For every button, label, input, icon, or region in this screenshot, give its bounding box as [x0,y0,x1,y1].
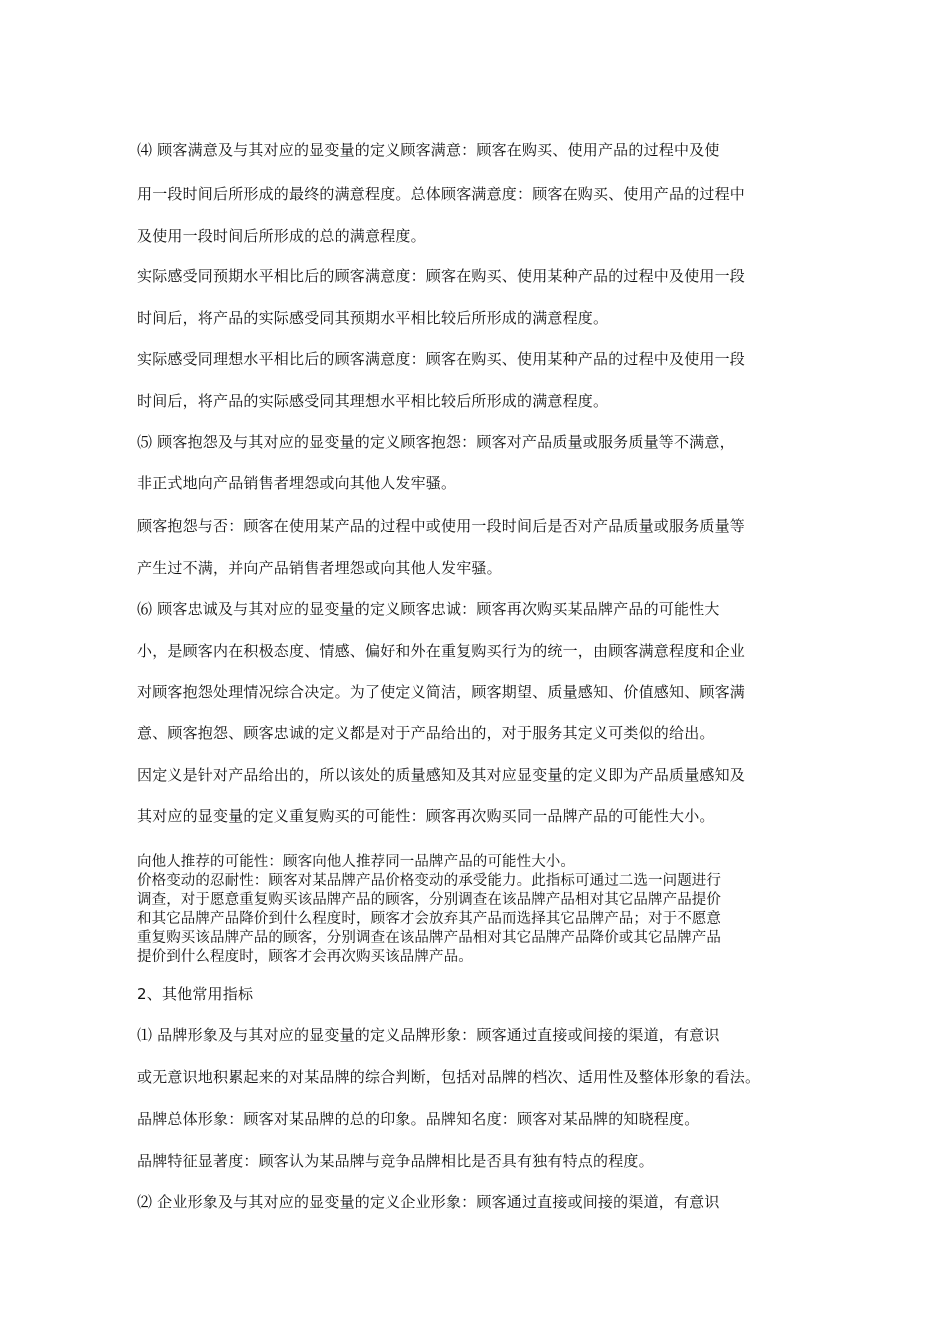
text-line: 品牌特征显著度：顾客认为某品牌与竞争品牌相比是否具有独有特点的程度。 [137,1152,654,1170]
text-line: 和其它品牌产品降价到什么程度时，顾客才会放弃其产品而选择其它品牌产品；对于不愿意 [137,911,721,927]
text-line: 及使用一段时间后所形成的总的满意程度。 [137,227,426,245]
text-line: 调查，对于愿意重复购买该品牌产品的顾客，分别调查在该品牌产品相对其它品牌产品提价 [137,892,721,908]
text-line: 实际感受同预期水平相比后的顾客满意度：顾客在购买、使用某种产品的过程中及使用一段 [137,267,746,285]
text-line: ⑴ 品牌形象及与其对应的显变量的定义品牌形象：顾客通过直接或间接的渠道，有意识 [137,1026,720,1044]
text-line: 重复购买该品牌产品的顾客，分别调查在该品牌产品相对其它品牌产品降价或其它品牌产品 [137,930,721,946]
text-line: 小，是顾客内在积极态度、情感、偏好和外在重复购买行为的统一，由顾客满意程度和企业 [137,642,746,660]
text-line: 价格变动的忍耐性：顾客对某品牌产品价格变动的承受能力。此指标可通过二选一问题进行 [137,873,721,889]
text-line: 时间后，将产品的实际感受同其预期水平相比较后所形成的满意程度。 [137,309,609,327]
text-line: 提价到什么程度时，顾客才会再次购买该品牌产品。 [137,949,473,965]
text-line: ⑷ 顾客满意及与其对应的显变量的定义顾客满意：顾客在购买、使用产品的过程中及使 [137,141,720,159]
section-heading: 2、其他常用指标 [137,985,254,1003]
text-line: 产生过不满，并向产品销售者埋怨或向其他人发牢骚。 [137,559,502,577]
text-line: 向他人推荐的可能性：顾客向他人推荐同一品牌产品的可能性大小。 [137,854,575,870]
text-line: 时间后，将产品的实际感受同其理想水平相比较后所形成的满意程度。 [137,392,609,410]
text-line: ⑵ 企业形象及与其对应的显变量的定义企业形象：顾客通过直接或间接的渠道，有意识 [137,1193,720,1211]
text-line: ⑸ 顾客抱怨及与其对应的显变量的定义顾客抱怨：顾客对产品质量或服务质量等不满意， [137,433,735,451]
text-line: 其对应的显变量的定义重复购买的可能性：顾客再次购买同一品牌产品的可能性大小。 [137,807,715,825]
text-line: 对顾客抱怨处理情况综合决定。为了使定义简洁，顾客期望、质量感知、价值感知、顾客满 [137,683,746,701]
text-line: ⑹ 顾客忠诚及与其对应的显变量的定义顾客忠诚：顾客再次购买某品牌产品的可能性大 [137,600,720,618]
text-line: 用一段时间后所形成的最终的满意程度。总体顾客满意度：顾客在购买、使用产品的过程中 [137,185,746,203]
text-line: 因定义是针对产品给出的，所以该处的质量感知及其对应显变量的定义即为产品质量感知及 [137,766,746,784]
text-line: 或无意识地积累起来的对某品牌的综合判断，包括对品牌的档次、适用性及整体形象的看法。 [137,1068,761,1086]
text-line: 实际感受同理想水平相比后的顾客满意度：顾客在购买、使用某种产品的过程中及使用一段 [137,350,746,368]
text-line: 顾客抱怨与否：顾客在使用某产品的过程中或使用一段时间后是否对产品质量或服务质量等 [137,517,746,535]
text-line: 品牌总体形象：顾客对某品牌的总的印象。品牌知名度：顾客对某品牌的知晓程度。 [137,1110,700,1128]
text-line: 意、顾客抱怨、顾客忠诚的定义都是对于产品给出的，对于服务其定义可类似的给出。 [137,724,715,742]
text-line: 非正式地向产品销售者埋怨或向其他人发牢骚。 [137,474,457,492]
